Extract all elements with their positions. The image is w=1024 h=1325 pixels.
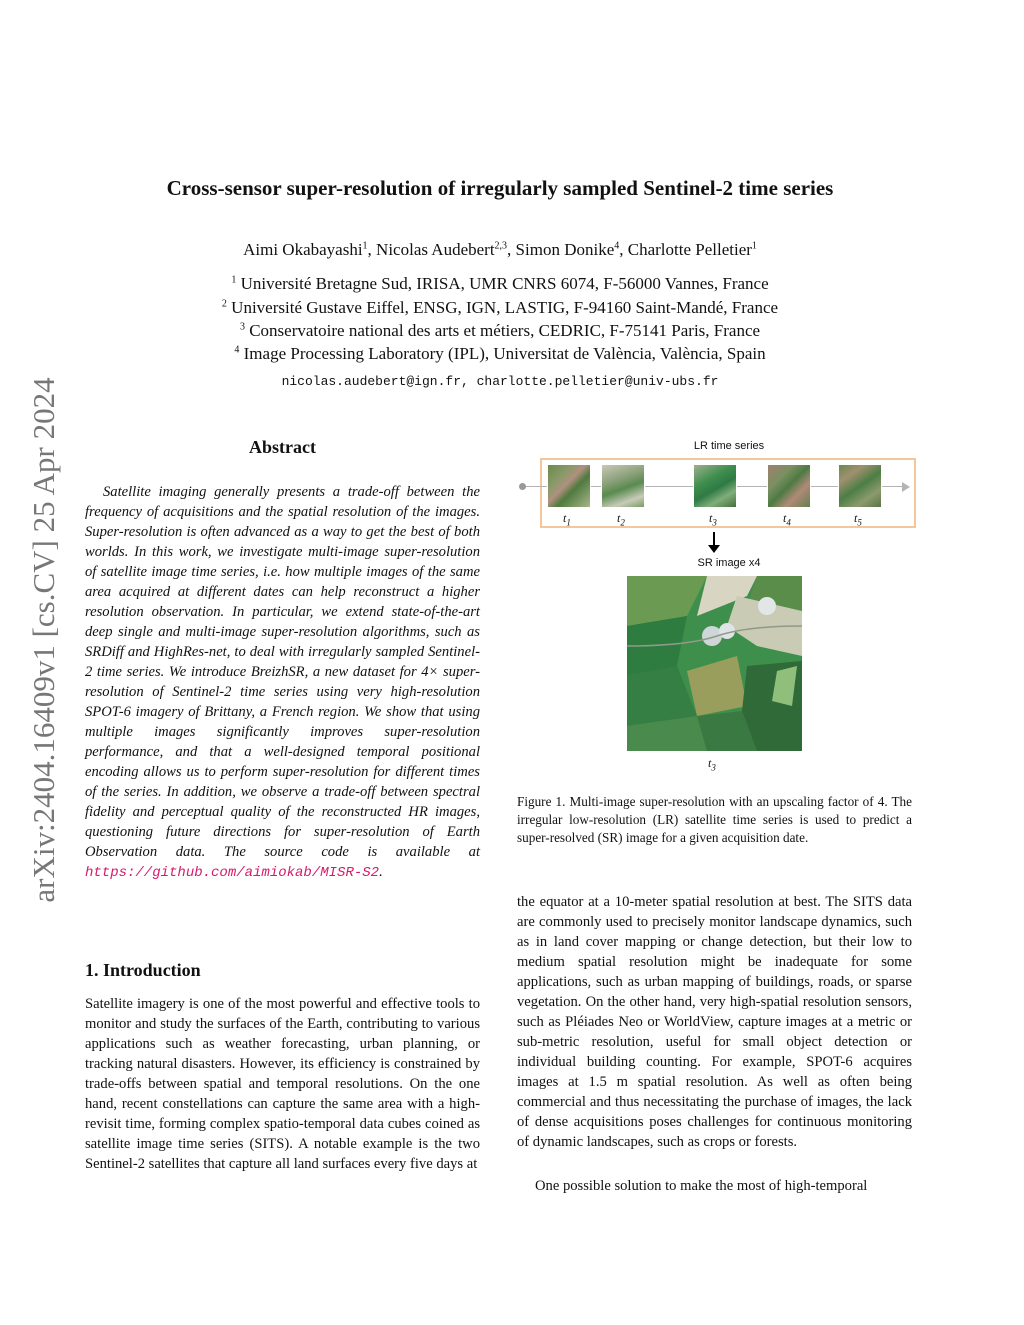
contact-emails: nicolas.audebert@ign.fr, charlotte.pelletier@univ-ubs.fr: [281, 374, 719, 389]
lr-image-t4: [767, 464, 811, 508]
lr-image-t1: [547, 464, 591, 508]
abstract-body: Satellite imaging generally presents a trade-off between the frequency of acquisitions and the spatial resolution of the images. Super-resolution is often advanced as a way to get the best of both worlds. In this work, we investigate multi-image super-resolution of satellite image time series, i.e. how multiple images of the same area acquired at different dates can help reconstruct a higher resolution observation. In particular, we extend state-of-the-art deep single and multi-image super-resolution algorithms, such as SRDiff and HighRes-net, to deal with irregularly sampled Sentinel-2 time series. We introduce BreizhSR, a new dataset for 4× super-resolution of Sentinel-2 time series using very high-resolution SPOT-6 imagery of Brittany, a French region. We show that using multiple images significantly improves super-resolution performance, and that a well-designed temporal positional encoding allows us to perform super-resolution for different times of the series. In addition, we observe a trade-off between spectral fidelity and perceptual quality of the reconstructed HR images, questioning future directions for super-resolution of Earth Observation data. The source code is available at https://github.com/aimiokab/MISR-S2.: [85, 484, 480, 881]
time-label: $t_3$: [709, 511, 717, 528]
affiliation: $^2$ Université Gustave Eiffel, ENSG, IGN, LASTIG, F-94160 Saint-Mandé, France: [221, 298, 779, 317]
author-name: Charlotte Pelletier: [627, 240, 752, 259]
intro-paragraph-right-2: One possible solution to make the most of high-temporal: [535, 1178, 868, 1194]
time-label: $t_2$: [617, 511, 625, 528]
code-link[interactable]: https://github.com/aimiokab/MISR-S2: [85, 865, 380, 881]
lr-image-t5: [838, 464, 882, 508]
lr-series-label: LR time series: [693, 440, 765, 452]
arxiv-stamp: arXiv:2404.16409v1 [cs.CV] 25 Apr 2024: [26, 377, 61, 903]
time-label: $t_4$: [783, 511, 791, 528]
author-affil: 1: [362, 240, 368, 252]
time-label: $t_1$: [563, 511, 571, 528]
time-label: $t_5$: [854, 511, 862, 528]
abstract-heading: Abstract: [249, 437, 316, 457]
lr-image-t3: [693, 464, 737, 508]
down-arrow-icon: [708, 545, 720, 553]
paper-title: Cross-sensor super-resolution of irregularly sampled Sentinel-2 time series: [166, 176, 834, 200]
timeline-start-dot: [519, 483, 526, 490]
sr-image: [627, 576, 802, 751]
author-affil: 1: [751, 240, 757, 252]
author-affil: 2,3: [494, 240, 508, 252]
intro-paragraph-left: Satellite imagery is one of the most powerful and effective tools to monitor and study the surfaces of the Earth, contributing to various applications such as weather forecasting, urban planning, or tracking natural disasters. However, its efficiency is constrained by trade-offs between spatial and temporal resolutions. On the one hand, recent constellations can capture the same area with a high-revisit time, forming complex spatio-temporal data cubes coined as satellite image time series (SITS). A notable example is the two Sentinel-2 satellites that capture all land surfaces every five days at: [85, 996, 480, 1172]
affiliation: $^1$ Université Bretagne Sud, IRISA, UMR CNRS 6074, F-56000 Vannes, France: [231, 274, 769, 293]
sr-image-label: SR image x4: [697, 557, 761, 569]
intro-paragraph-right: the equator at a 10-meter spatial resolution at best. The SITS data are commonly used to precisely monitor landscape dynamics, such as in land cover mapping or change detection, but their low to medium spatial resolution might be inadequate for some applications, such as urban mapping of buildings, roads, or sparse vegetation. On the other hand, very high-spatial resolution sensors, such as Pléiades Neo or WorldView, capture images at a metric or sub-metric resolution, useful for small object detection or individual building counting. For example, SPOT-6 acquires images at 1.5 m spatial resolution. As well as often being commercial and thus necessitating the purchase of images, the lack of dense acquisitions poses challenges for continuous monitoring of dynamic landscapes, such as crops or forests.: [517, 894, 912, 1150]
section-heading: 1. Introduction: [85, 960, 201, 980]
sr-image-fields: [627, 576, 802, 751]
author-name: Simon Donike: [515, 240, 615, 259]
author-list: Aimi Okabayashi$^1$, Nicolas Audebert$^{2,3}$, Simon Donike$^4$, Charlotte Pelletier$^1$: [243, 240, 757, 259]
lr-image-t2: [601, 464, 645, 508]
affiliation: $^4$ Image Processing Laboratory (IPL), Universitat de València, València, Spain: [234, 344, 766, 363]
figure-caption: Figure 1. Multi-image super-resolution with an upscaling factor of 4. The irregular low-resolution (LR) satellite time series is used to predict a super-resolved (SR) image for a given acquisition date.: [517, 794, 912, 845]
author-name: Aimi Okabayashi: [243, 240, 363, 259]
sr-time-label: $t_3$: [708, 756, 716, 773]
timeline-arrowhead-icon: [902, 482, 910, 492]
author-name: Nicolas Audebert: [376, 240, 495, 259]
affiliation: $^3$ Conservatoire national des arts et métiers, CEDRIC, F-75141 Paris, France: [239, 321, 761, 340]
down-arrow-shaft: [713, 532, 715, 546]
author-affil: 4: [614, 240, 620, 252]
